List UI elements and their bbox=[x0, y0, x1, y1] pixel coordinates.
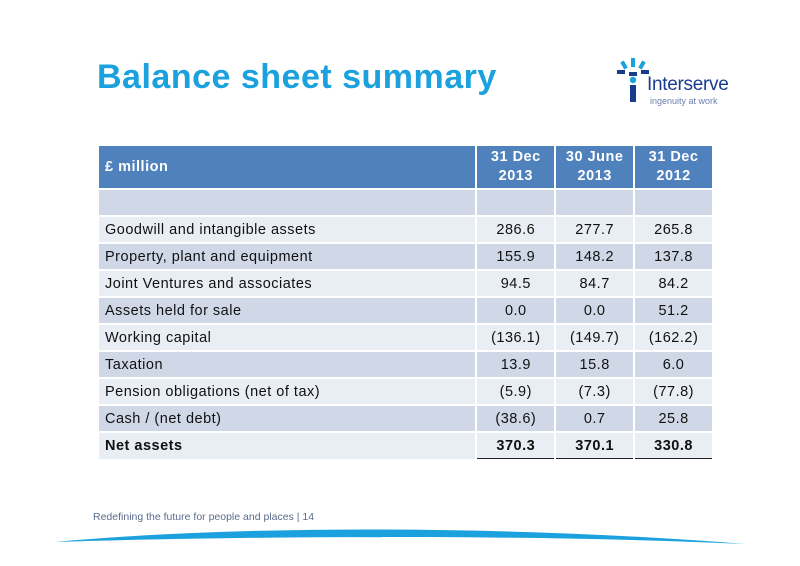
row-label: Goodwill and intangible assets bbox=[99, 217, 475, 242]
row-value-col-2: 0.7 bbox=[556, 406, 633, 431]
row-value-col-3: (162.2) bbox=[635, 325, 712, 350]
row-value-col-1: (38.6) bbox=[477, 406, 554, 431]
row-value-col-1: 13.9 bbox=[477, 352, 554, 377]
logo-tagline: ingenuity at work bbox=[650, 96, 718, 106]
table-row bbox=[99, 352, 712, 377]
table-row bbox=[99, 271, 712, 296]
header-col-3 bbox=[635, 146, 712, 188]
row-value-col-2: (7.3) bbox=[556, 379, 633, 404]
table-header-row bbox=[99, 146, 712, 188]
row-value-col-3: 84.2 bbox=[635, 271, 712, 296]
row-value-col-2 bbox=[556, 190, 633, 215]
header-col-1 bbox=[477, 146, 554, 188]
footer-text: Redefining the future for people and places | 14 bbox=[93, 511, 315, 523]
row-value-col-2: (149.7) bbox=[556, 325, 633, 350]
row-value-col-2: 84.7 bbox=[556, 271, 633, 296]
table-row bbox=[99, 244, 712, 269]
footer-swoosh bbox=[0, 520, 800, 566]
row-value-col-2: 0.0 bbox=[556, 298, 633, 323]
row-value-col-3: 137.8 bbox=[635, 244, 712, 269]
row-value-col-3: 265.8 bbox=[635, 217, 712, 242]
row-value-col-1: 286.6 bbox=[477, 217, 554, 242]
row-value-col-2: 15.8 bbox=[556, 352, 633, 377]
row-label: Joint Ventures and associates bbox=[99, 271, 475, 296]
row-value-col-3 bbox=[635, 190, 712, 215]
table-row bbox=[99, 298, 712, 323]
header-col-2-line-2: 2013 bbox=[577, 168, 612, 184]
header-col-3-line-2: 2012 bbox=[656, 168, 691, 184]
row-value-col-1: 370.3 bbox=[477, 433, 554, 459]
header-col-2-line-1: 30 June bbox=[565, 149, 624, 165]
row-label bbox=[99, 190, 475, 215]
row-value-col-3: 330.8 bbox=[635, 433, 712, 459]
row-value-col-1: 155.9 bbox=[477, 244, 554, 269]
table-row bbox=[99, 379, 712, 404]
table-row bbox=[99, 217, 712, 242]
row-label: Pension obligations (net of tax) bbox=[99, 379, 475, 404]
logo-name: Interserve bbox=[647, 74, 729, 95]
table-row bbox=[99, 406, 712, 431]
row-label: Net assets bbox=[99, 433, 475, 459]
logo-figure-icon bbox=[617, 58, 649, 104]
total-row bbox=[99, 433, 712, 459]
row-label: Working capital bbox=[99, 325, 475, 350]
row-value-col-3: 51.2 bbox=[635, 298, 712, 323]
row-label: Taxation bbox=[99, 352, 475, 377]
balance-sheet-table bbox=[97, 144, 714, 461]
header-col-3-line-1: 31 Dec bbox=[648, 149, 699, 165]
row-value-col-3: (77.8) bbox=[635, 379, 712, 404]
row-label: Assets held for sale bbox=[99, 298, 475, 323]
header-label: £ million bbox=[99, 146, 475, 188]
row-value-col-1: 94.5 bbox=[477, 271, 554, 296]
company-logo bbox=[617, 58, 727, 110]
row-value-col-1: (5.9) bbox=[477, 379, 554, 404]
row-value-col-3: 25.8 bbox=[635, 406, 712, 431]
row-value-col-1: (136.1) bbox=[477, 325, 554, 350]
table-row bbox=[99, 325, 712, 350]
row-value-col-3: 6.0 bbox=[635, 352, 712, 377]
row-label: Cash / (net debt) bbox=[99, 406, 475, 431]
slide-title: Balance sheet summary bbox=[97, 58, 497, 96]
row-value-col-2: 277.7 bbox=[556, 217, 633, 242]
table-row bbox=[99, 190, 712, 215]
header-col-2 bbox=[556, 146, 633, 188]
header-col-1-line-2: 2013 bbox=[498, 168, 533, 184]
row-value-col-1 bbox=[477, 190, 554, 215]
row-label: Property, plant and equipment bbox=[99, 244, 475, 269]
row-value-col-1: 0.0 bbox=[477, 298, 554, 323]
row-value-col-2: 370.1 bbox=[556, 433, 633, 459]
row-value-col-2: 148.2 bbox=[556, 244, 633, 269]
header-col-1-line-1: 31 Dec bbox=[490, 149, 541, 165]
